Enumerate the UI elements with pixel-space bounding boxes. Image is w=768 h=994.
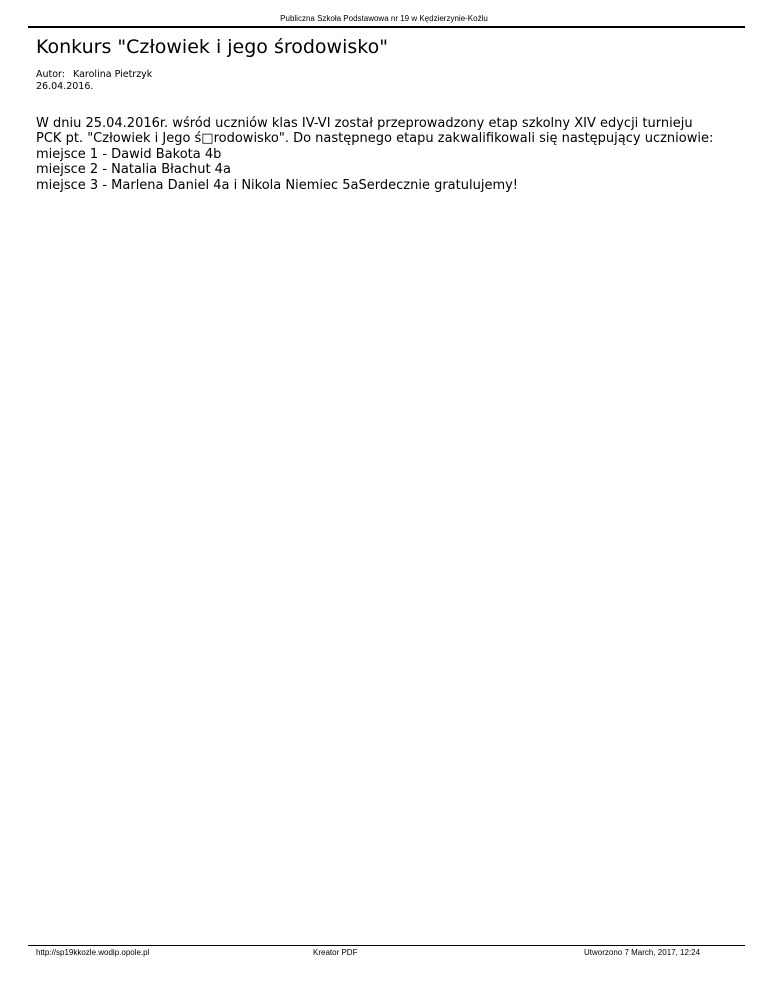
footer-created-timestamp: Utworzono 7 March, 2017, 12:24 [584,948,701,957]
footer-url[interactable]: http://sp19kkozle.wodip.opole.pl [36,948,150,957]
body-line: W dniu 25.04.2016r. wśród uczniów klas IV-VI został przeprowadzony etap szkolny XIV edycji turnieju [36,116,693,131]
footer-divider [28,945,745,946]
page-header: Publiczna Szkoła Podstawowa nr 19 w Kędzierzynie-Koźlu [280,14,488,23]
article-date: 26.04.2016. [36,81,94,92]
footer-creator: Kreator PDF [313,948,358,957]
article-body [36,116,736,193]
author-label: Autor: [36,69,65,80]
author-name: Karolina Pietrzyk [73,69,153,80]
article-meta [36,69,152,93]
body-line: miejsce 2 - Natalia Błachut 4a [36,162,231,178]
article-title: Konkurs "Człowiek i jego środowisko" [36,36,388,58]
header-divider [28,26,745,28]
body-line: miejsce 3 - Marlena Daniel 4a i Nikola Niemiec 5aSerdecznie gratulujemy! [36,177,519,193]
body-line: miejsce 1 - Dawid Bakota 4b [36,146,222,162]
body-line: PCK pt. "Człowiek i Jego ś□rodowisko". Do następnego etapu zakwalifikowali się następujący uczniowie: [36,131,714,147]
author-row [36,69,152,81]
